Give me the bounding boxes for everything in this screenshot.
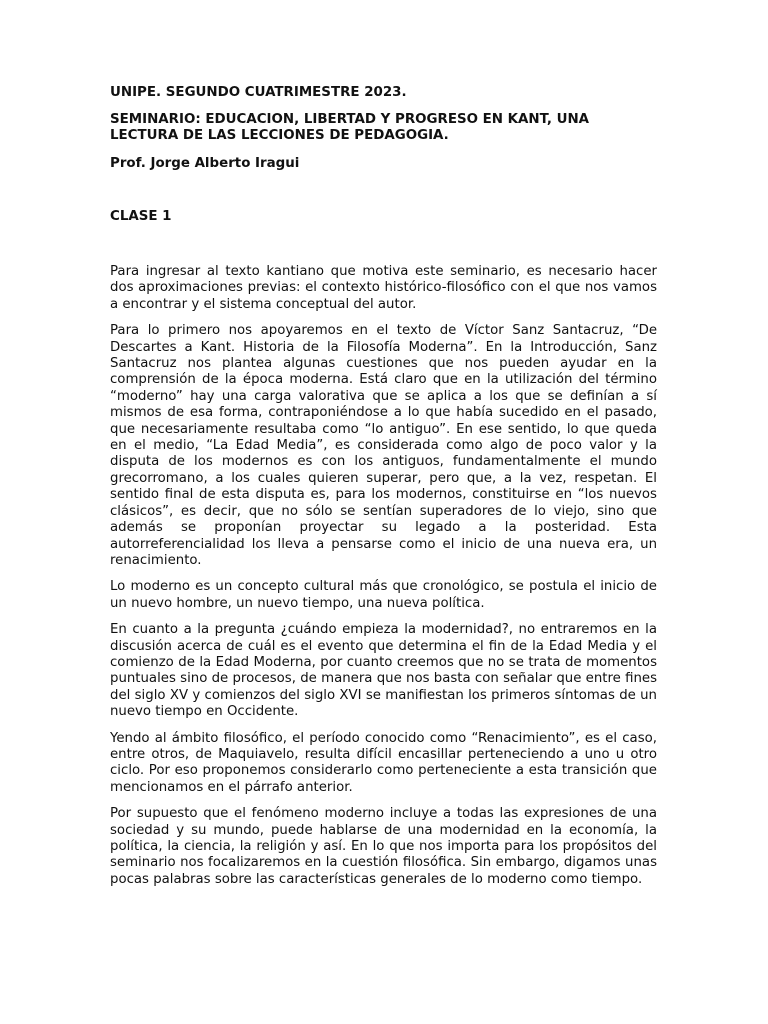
paragraph-1: Para ingresar al texto kantiano que motiva este seminario, es necesario hacer dos aproximaciones previas: el contexto histórico-filosófico con el que nos vamos a encontrar y el sistema conceptual del autor. bbox=[110, 264, 657, 312]
institution-heading: UNIPE. SEGUNDO CUATRIMESTRE 2023. bbox=[110, 85, 407, 100]
paragraph-2: Para lo primero nos apoyaremos en el texto de Víctor Sanz Santacruz, “De Descartes a Kant. Historia de la Filosofía Moderna”. En la Introducción, Sanz Santacruz nos plantea algunas cuestiones que nos pueden ayudar en la comprensión de la época moderna. Está claro que en la utilización del término “moderno” hay una carga valorativa que se aplica a los que se definían a sí mismos de esa forma, contraponiéndose a lo que había sucedido en el pasado, que necesariamente resultaba como “lo antiguo”. En ese sentido, lo que queda en el medio, “La Edad Media”, es considerada como algo de poco valor y la disputa de los modernos es con los antiguos, fundamentalmente el mundo grecorromano, a los cuales quieren superar, pero que, a la vez, respetan. El sentido final de esta disputa es, para los modernos, constituirse en “los nuevos clásicos”, es decir, que no sólo se sentían superadores de lo viejo, sino que además se proponían proyectar su legado a la posteridad. Esta autorreferencialidad los lleva a pensarse como el inicio de una nueva era, un renacimiento. bbox=[110, 323, 657, 568]
paragraph-4: En cuanto a la pregunta ¿cuándo empieza la modernidad?, no entraremos en la discusión acerca de cuál es el evento que determina el fin de la Edad Media y el comienzo de la Edad Moderna, por cuanto creemos que no se trata de momentos puntuales sino de procesos, de manera que nos basta con señalar que entre fines del siglo XV y comienzos del siglo XVI se manifiestan los primeros síntomas de un nuevo tiempo en Occidente. bbox=[110, 622, 657, 720]
paragraph-3: Lo moderno es un concepto cultural más que cronológico, se postula el inicio de un nuevo hombre, un nuevo tiempo, una nueva política. bbox=[110, 579, 657, 611]
document-page bbox=[110, 85, 657, 898]
paragraph-6: Por supuesto que el fenómeno moderno incluye a todas las expresiones de una sociedad y su mundo, puede hablarse de una modernidad en la economía, la política, la ciencia, la religión y así. En lo que nos importa para los propósitos del seminario nos focalizaremos en la cuestión filosófica. Sin embargo, digamos unas pocas palabras sobre las características generales de lo moderno como tiempo. bbox=[110, 806, 657, 887]
paragraph-5: Yendo al ámbito filosófico, el período conocido como “Renacimiento”, es el caso, entre otros, de Maquiavelo, resulta difícil encasillar perteneciendo a uno u otro ciclo. Por eso proponemos considerarlo como perteneciente a esta transición que mencionamos en el párrafo anterior. bbox=[110, 730, 657, 795]
seminar-title: SEMINARIO: EDUCACION, LIBERTAD Y PROGRESO EN KANT, UNA LECTURA DE LAS LECCIONES DE PEDAGOGIA. bbox=[110, 112, 590, 143]
professor-name: Prof. Jorge Alberto Iragui bbox=[110, 156, 300, 171]
class-title: CLASE 1 bbox=[110, 209, 172, 224]
